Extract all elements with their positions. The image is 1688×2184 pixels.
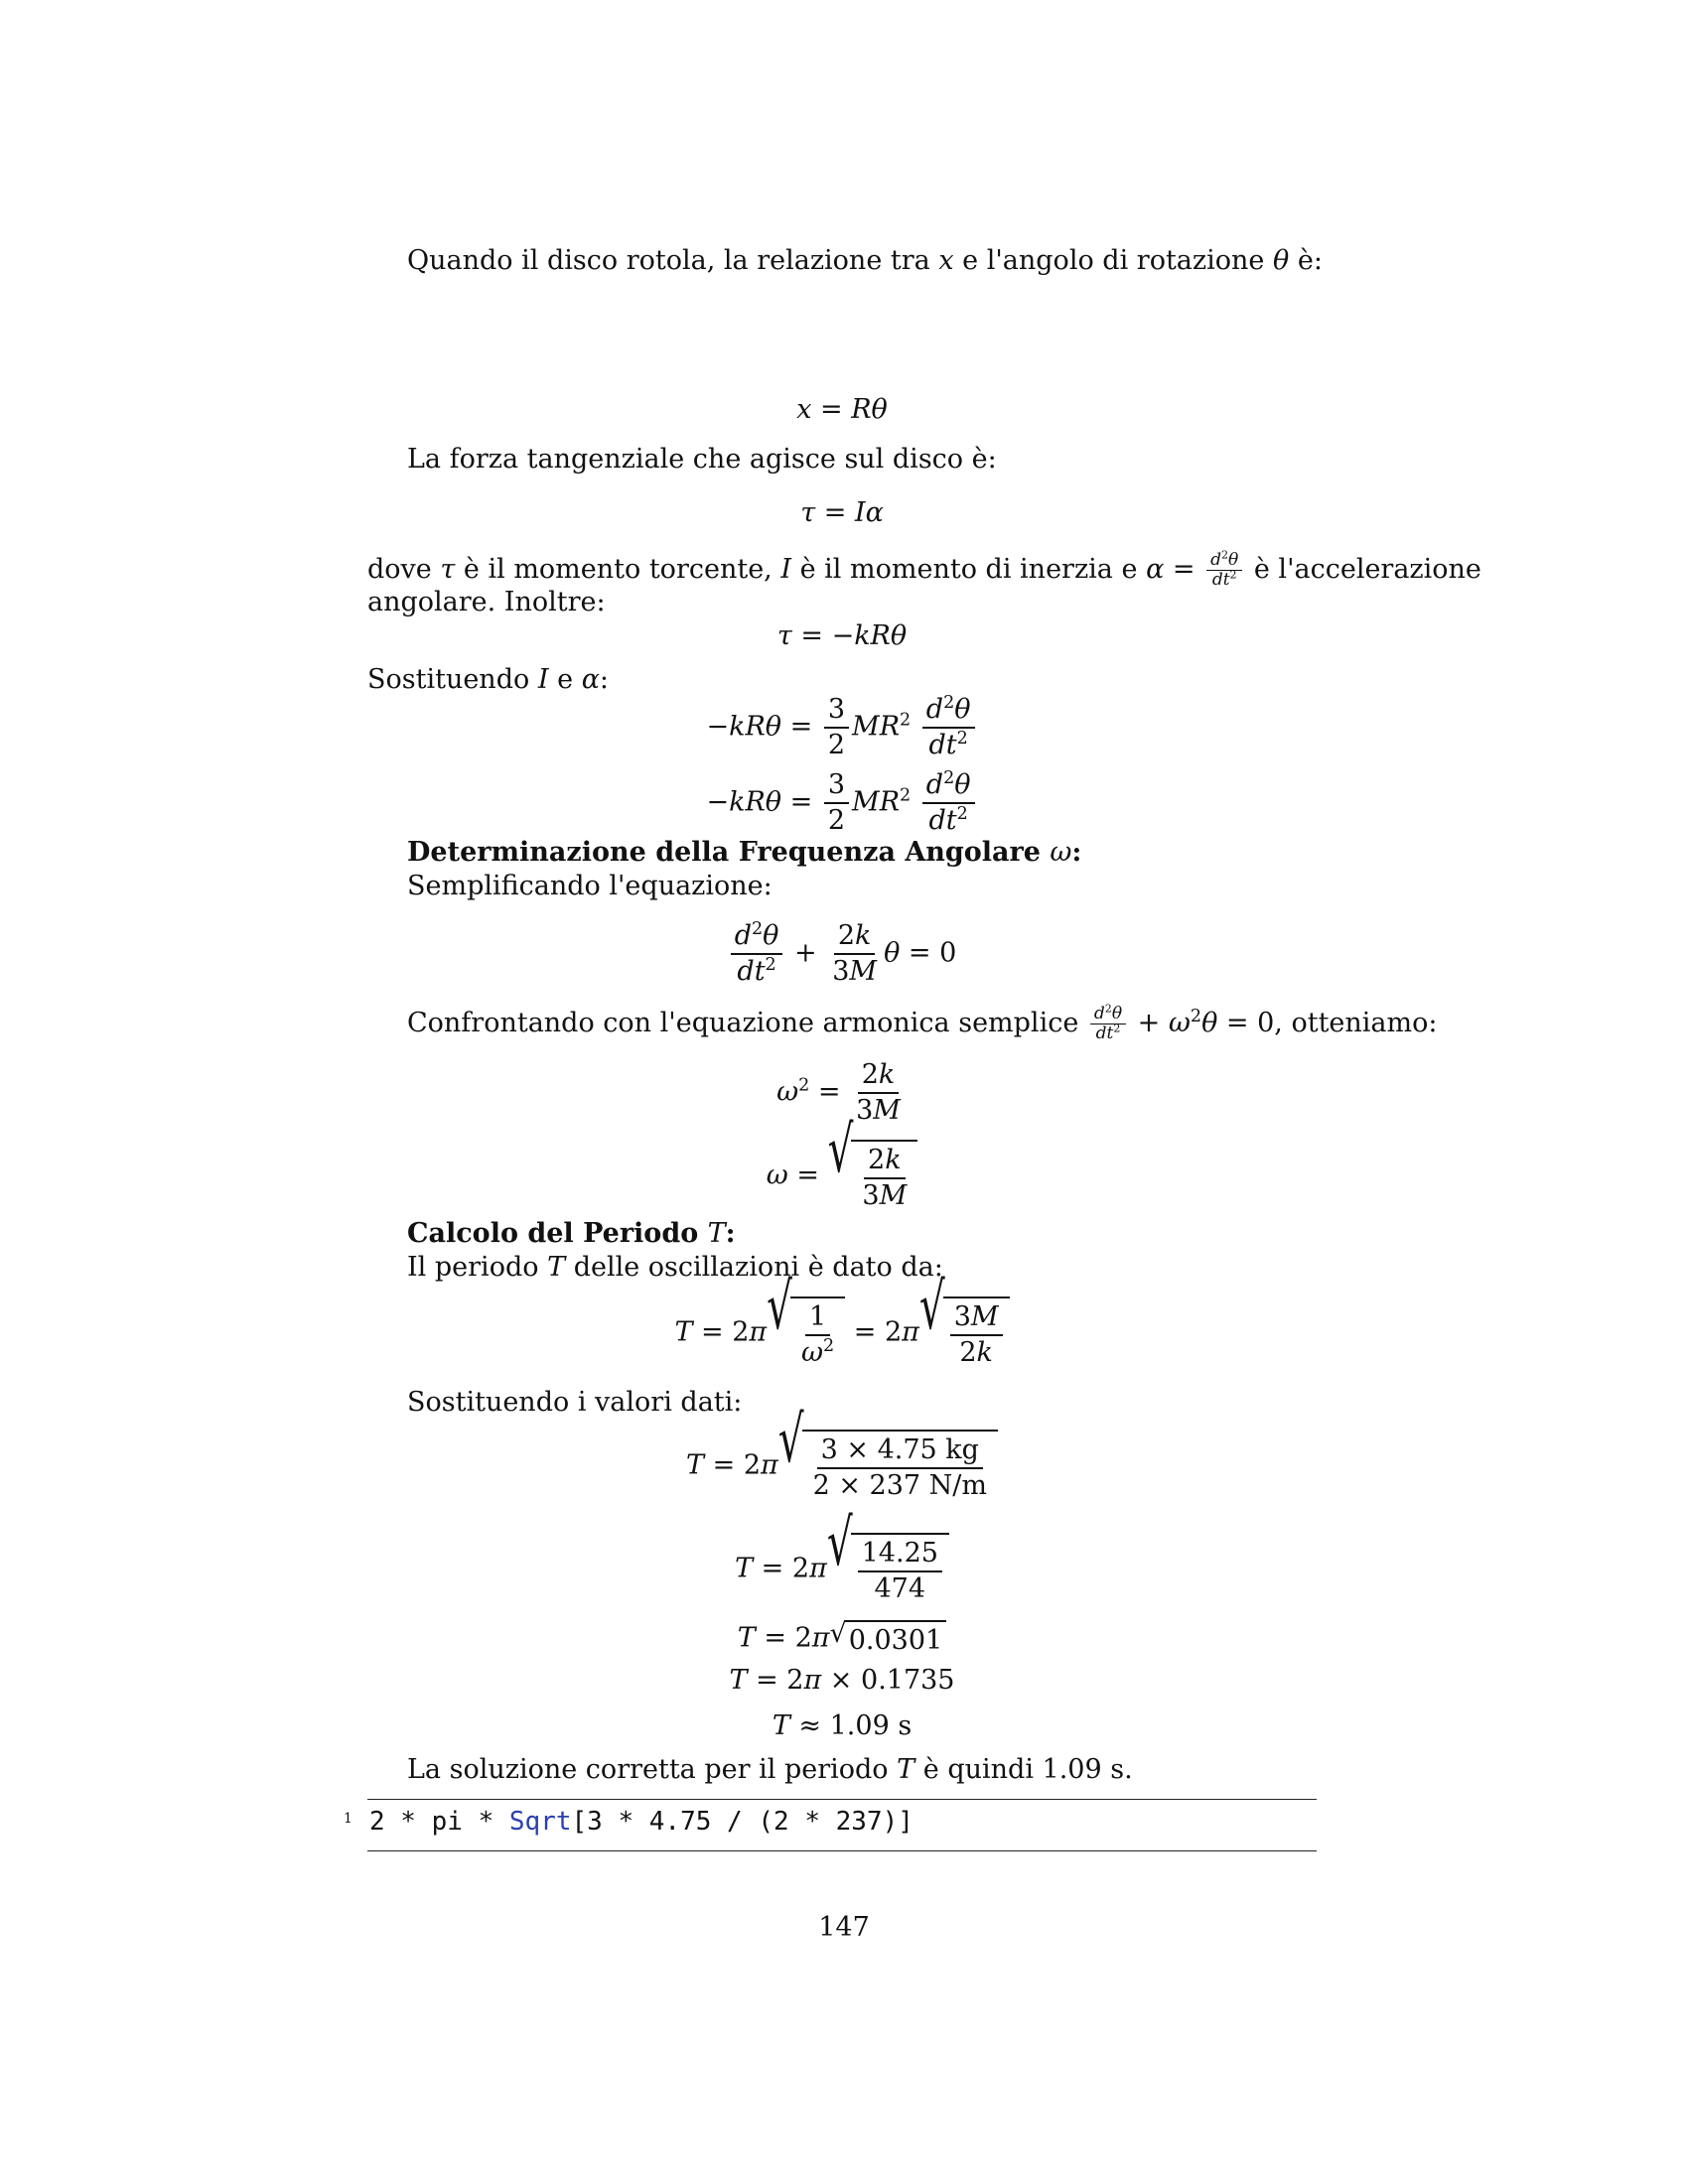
equation-substituted-1: −kRθ = $\frac{3}{2}$ $MR^2$ $\frac{d^2\theta}{dt^2}$ [367,693,1317,762]
heading-angular-frequency: Determinazione della Frequenza Angolare ω: [407,837,1082,868]
code-function: Sqrt [508,1807,572,1837]
code-line: 2 * pi * Sqrt[3 * 4.75 / (2 * 237)] [369,1807,914,1837]
page-number: 147 [818,1912,870,1943]
code-bottom-rule [367,1850,1317,1851]
equation-period-fraction: T = 2π √ $\frac{14.25}{474}$ [367,1533,1317,1606]
period-line: Il periodo T delle oscillazioni è dato da: [407,1252,943,1283]
equation-period-product: T = 2π × 0.1735 [729,1665,955,1696]
compare-line: Confrontando con l'equazione armonica semplice $\frac{d^2\theta}{dt^2}$ + $\omega^2\theta = 0$, otteniamo: [407,1002,1438,1043]
intro-line: Quando il disco rotola, la relazione tra x e l'angolo di rotazione θ è: [407,245,1323,276]
conclusion-line: La soluzione corretta per il periodo T è quindi 1.09 s. [407,1754,1133,1785]
force-line: La forza tangenziale che agisce sul disco è: [407,444,997,475]
equation-period-sqrt: T = 2π √ 0.0301 [367,1620,1317,1658]
equation-period-result: T ≈ 1.09 s [772,1710,913,1741]
equation-period: T = 2π √ $\frac{1}{\omega^2}$ = 2π √ $\frac{3M}{2k}$ [367,1297,1317,1370]
where-line-2: angolare. Inoltre: [367,587,606,617]
equation-substituted-2: −kRθ = $\frac{3}{2}$ $MR^2$ $\frac{d^2\theta}{dt^2}$ [367,768,1317,838]
equation-period-values: T = 2π √ $\frac{3 \times 4.75 kg}{2 \times 237 N/m}$ [367,1430,1317,1503]
equation-omega-squared: $\omega^2$ = $\frac{2k}{3M}$ [776,1059,901,1126]
heading-period: Calcolo del Periodo T: [407,1218,736,1249]
where-line: dove τ è il momento torcente, I è il momento di inerzia e α = $\frac{d^2\theta}{dt^2}$ è l'accelerazione [367,548,1481,590]
equation-simplified: $\frac{d^2\theta}{dt^2}$ + $\frac{2k}{3M}$ θ = 0 [367,919,1317,989]
equation-omega: ω = √ $\frac{2k}{3M}$ [367,1140,1317,1213]
simplify-line: Semplificando l'equazione: [407,871,773,901]
equation-x: x = Rθ [796,394,888,425]
substituting-line: Sostituendo I e α: [367,664,610,695]
equation-tau: τ = Iα [800,497,884,528]
code-line-number: 1 [344,1811,352,1827]
substitute-values-line: Sostituendo i valori dati: [407,1387,743,1418]
code-top-rule [367,1799,1317,1800]
equation-tau-2: τ = −kRθ [776,620,908,651]
